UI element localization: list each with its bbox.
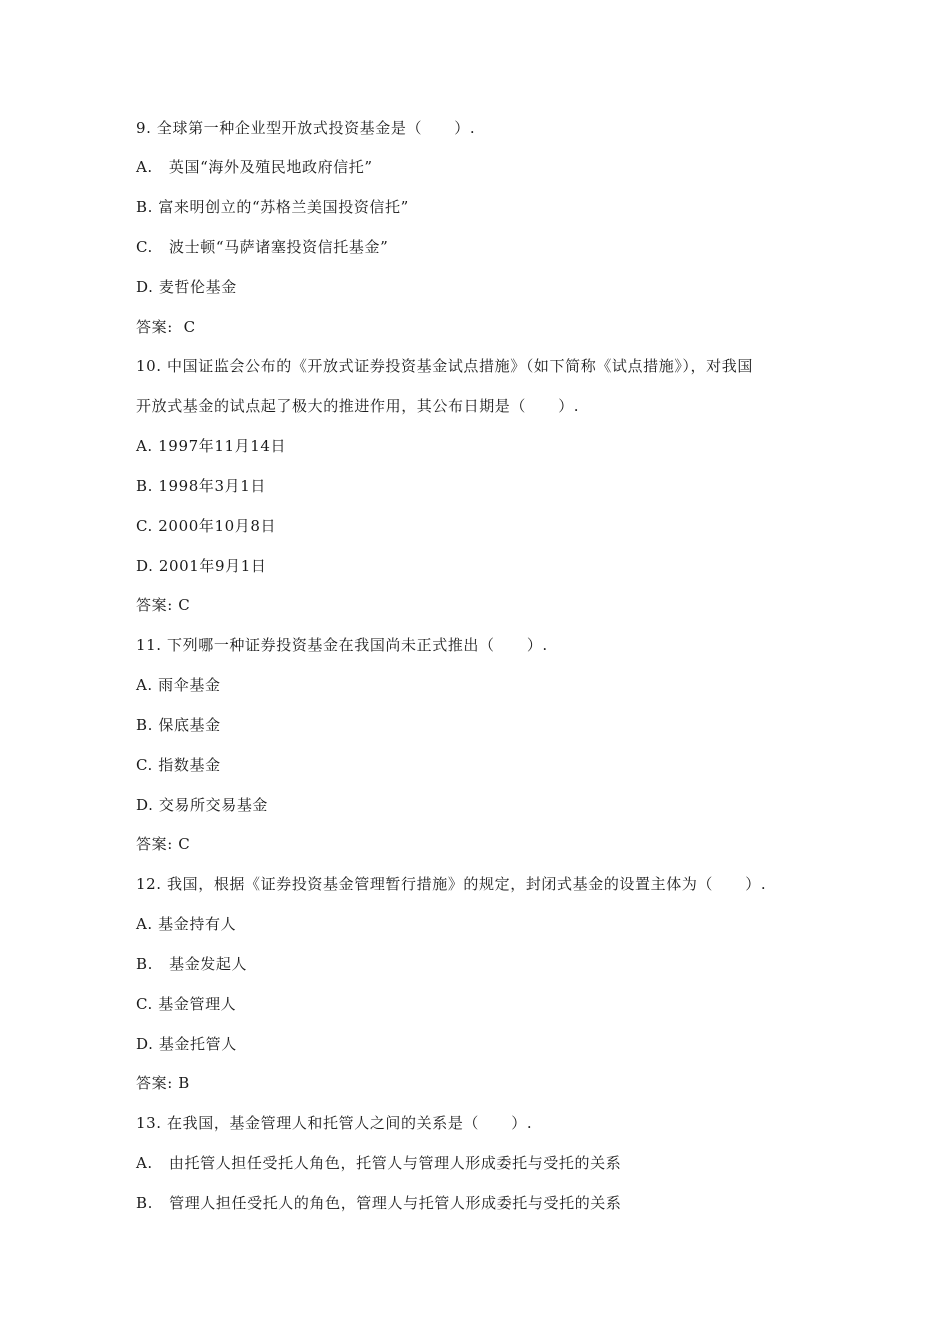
question-9-stem: 9. 全球第一种企业型开放式投资基金是（ ）. bbox=[136, 119, 476, 137]
question-13-stem: 13. 在我国，基金管理人和托管人之间的关系是（ ）. bbox=[136, 1114, 533, 1132]
question-11-stem: 11. 下列哪一种证券投资基金在我国尚未正式推出（ ）. bbox=[136, 636, 548, 654]
question-10-option-a: A. 1997年11月14日 bbox=[136, 437, 287, 455]
question-9-option-b: B. 富来明创立的“苏格兰美国投资信托” bbox=[136, 198, 409, 216]
question-13-option-a: A. 由托管人担任受托人角色，托管人与管理人形成委托与受托的关系 bbox=[136, 1154, 622, 1172]
question-9-option-d: D. 麦哲伦基金 bbox=[136, 278, 237, 296]
question-10-answer: 答案: C bbox=[136, 596, 191, 614]
question-12-option-b: B. 基金发起人 bbox=[136, 955, 248, 973]
question-9-option-a: A. 英国“海外及殖民地政府信托” bbox=[136, 158, 373, 176]
question-12-stem: 12. 我国，根据《证券投资基金管理暂行措施》的规定，封闭式基金的设置主体为（ ）. bbox=[136, 875, 767, 893]
question-11-option-c: C. 指数基金 bbox=[136, 756, 221, 774]
question-13-option-b: B. 管理人担任受托人的角色，管理人与托管人形成委托与受托的关系 bbox=[136, 1194, 622, 1212]
question-10-option-c: C. 2000年10月8日 bbox=[136, 517, 277, 535]
question-10-option-d: D. 2001年9月1日 bbox=[136, 557, 267, 575]
question-10-option-b: B. 1998年3月1日 bbox=[136, 477, 267, 495]
question-10-stem-line-2: 开放式基金的试点起了极大的推进作用，其公布日期是（ ）. bbox=[136, 397, 580, 415]
question-11-option-a: A. 雨伞基金 bbox=[136, 676, 221, 694]
question-11-option-b: B. 保底基金 bbox=[136, 716, 221, 734]
question-12-option-a: A. 基金持有人 bbox=[136, 915, 237, 933]
question-9-option-c: C. 波士顿“马萨诸塞投资信托基金” bbox=[136, 238, 389, 256]
question-12-answer: 答案: B bbox=[136, 1074, 190, 1092]
question-11-option-d: D. 交易所交易基金 bbox=[136, 796, 269, 814]
question-11-answer: 答案: C bbox=[136, 835, 191, 853]
question-12-option-c: C. 基金管理人 bbox=[136, 995, 237, 1013]
question-10-stem-line-1: 10. 中国证监会公布的《开放式证券投资基金试点措施》（如下简称《试点措施》），对我国 bbox=[136, 357, 753, 375]
question-9-answer: 答案: C bbox=[136, 318, 196, 336]
question-12-option-d: D. 基金托管人 bbox=[136, 1035, 237, 1053]
